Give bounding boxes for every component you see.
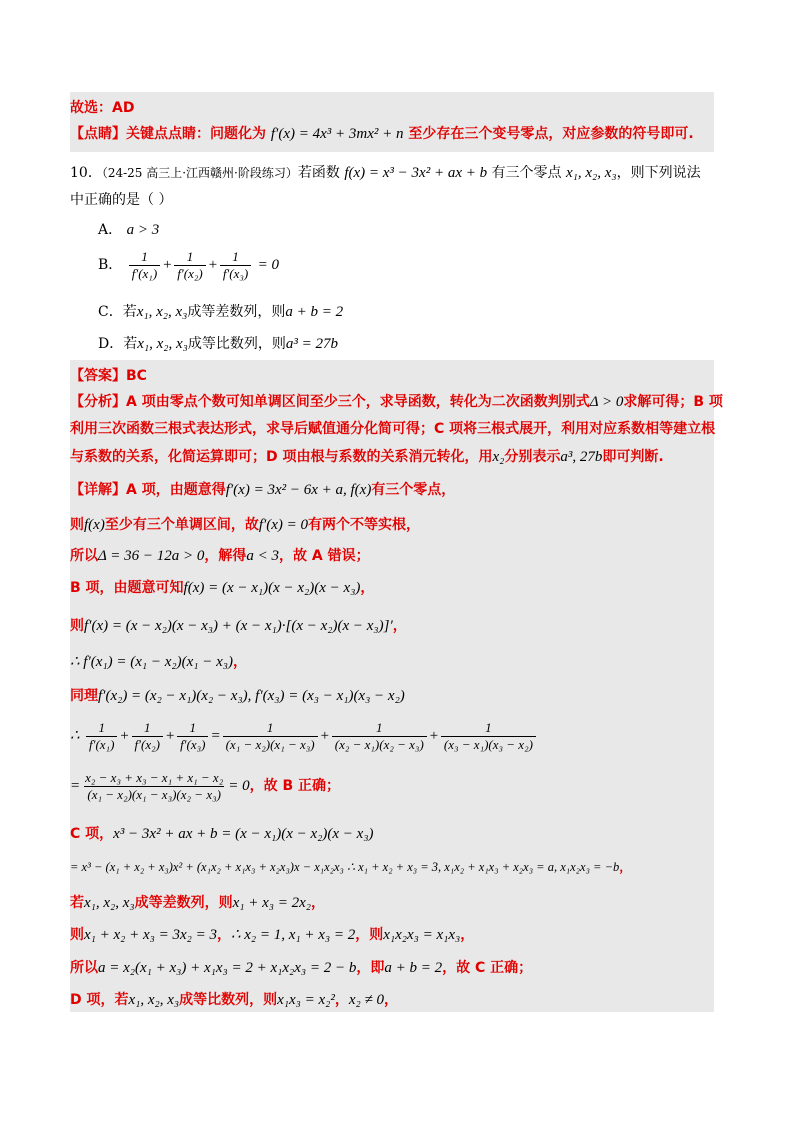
xj11-formula: = x³ − (x₁ + x₂ + x₃)x² + (x₁x₂ + x₁x₃ + x₂x₃)x − x₁x₂x₃ ∴ x₁ + x₂ + x₃ = 3, x₁x₂ + x₁x₃ + x₂x₃ = a, x₁x₂x₃ = −b bbox=[70, 860, 620, 874]
xj15-text-b: 成等比数列，则 bbox=[179, 992, 278, 1008]
xj7-text-a: 同理 bbox=[70, 688, 98, 704]
option-d-text-a: 若 bbox=[123, 336, 138, 352]
xj8-frac-3: $\frac{1}{\text{f′(x₃)}}$ bbox=[177, 720, 208, 753]
xiangjie-line-4 bbox=[70, 578, 374, 598]
option-b-tail: = 0 bbox=[257, 257, 280, 273]
dianjing-formula: f′(x) = 4x³ + 3mx² + n bbox=[270, 126, 404, 142]
option-b-frac-2: $\frac{1}{\text{f′(x₂)}}$ bbox=[174, 249, 205, 282]
xj12-text-c: ， bbox=[311, 895, 325, 911]
xj9-text-b: ，故 B 正确； bbox=[249, 778, 341, 794]
xj8-frac-6: $\frac{1}{\text{(x₃ − x₁)(x₃ − x₂)}}$ bbox=[441, 720, 536, 753]
xj12-formula: x₁ + x₃ = 2x₂ bbox=[232, 895, 311, 911]
dianjing-text-b: 至少存在三个变号零点，对应参数的符号即可. bbox=[408, 126, 694, 142]
xj13-text-d: ， bbox=[460, 927, 475, 943]
xj9-frac: $\frac{\text{x₂ − x₃ + x₃ − x₁ + x₁ − x₂}}{\text{(x₁ − x₂)(x₁ − x₃)(x₂ − x₃)}}$ bbox=[85, 769, 224, 802]
option-b-frac-1: $\frac{1}{\text{f′(x₁)}}$ bbox=[129, 249, 160, 282]
xj2-text-c: 有两个不等实根， bbox=[308, 517, 421, 533]
option-b-label: B． bbox=[98, 257, 123, 273]
xj11-text-b: ， bbox=[619, 860, 632, 874]
answer-line: 【答案】BC bbox=[70, 368, 147, 384]
xj12-text-a: 若 bbox=[70, 895, 84, 911]
xj13-formula-3: x₁x₂x₃ = x₁x₃ bbox=[383, 927, 461, 943]
xj13-text-c: ，则 bbox=[355, 927, 384, 943]
option-b: B． $\frac{1}{\text{f′(x₁)}}$ + $\frac{1}{\text{f′(x₂)}}$ + $\frac{1}{\text{f′(x₃)}}$ = 0 bbox=[98, 248, 280, 281]
xj4-formula: f(x) = (x − x₁)(x − x₂)(x − x₃) bbox=[183, 580, 361, 596]
option-c-formula: a + b = 2 bbox=[285, 304, 344, 320]
xj8-frac-5: $\frac{1}{\text{(x₂ − x₁)(x₂ − x₃)}}$ bbox=[332, 720, 427, 753]
option-c bbox=[98, 302, 343, 322]
option-d bbox=[98, 334, 338, 354]
fenxi-x2: x₂ bbox=[492, 449, 505, 465]
fenxi-text-1a: A 项由零点个数可知单调区间至少三个，求导函数，转化为二次函数判别式 bbox=[126, 394, 590, 410]
xiangjie-line-1 bbox=[70, 480, 455, 500]
question-zeros: x₁, x₂, x₃ bbox=[566, 165, 617, 181]
xj15-vars: x₁, x₂, x₃ bbox=[128, 992, 180, 1008]
xj1-formula: f′(x) = 3x² − 6x + a, f(x) bbox=[225, 482, 372, 498]
xiangjie-line-11 bbox=[70, 857, 631, 877]
xj5-formula: f′(x) = (x − x₂)(x − x₃) + (x − x₁)·[(x − x₂)(x − x₃)]′ bbox=[84, 618, 393, 634]
xj3-formula: Δ = 36 − 12a > 0 bbox=[98, 548, 205, 564]
xj2-formula: f′(x) = 0 bbox=[258, 517, 309, 533]
question-formula: f(x) = x³ − 3x² + ax + b bbox=[344, 165, 488, 181]
xj15-formula-2: x₂ ≠ 0 bbox=[348, 992, 384, 1008]
xj8-frac-4: $\frac{1}{\text{(x₁ − x₂)(x₁ − x₃)}}$ bbox=[223, 720, 318, 753]
xj9-tail: = 0 bbox=[228, 778, 250, 794]
xj3-text-a: 所以 bbox=[70, 548, 98, 564]
xj13-text-b: ， bbox=[216, 927, 231, 943]
xj8-frac-1: $\frac{1}{\text{f′(x₁)}}$ bbox=[86, 720, 117, 753]
fenxi-text-3b: 分别表示 bbox=[504, 449, 561, 465]
question-line-2: 中正确的是（ ） bbox=[70, 192, 173, 208]
xj13-formula-1: x₁ + x₂ + x₃ = 3x₂ = 3 bbox=[84, 927, 217, 943]
prev-answer: 故选：AD bbox=[70, 100, 135, 116]
question-number: 10． bbox=[70, 165, 102, 181]
xj8-therefore: ∴ bbox=[70, 728, 80, 744]
dianjing-line bbox=[70, 124, 694, 144]
fenxi-line-2: 利用三次函数三根式表达形式，求导后赋值通分化简可得；C 项将三根式展开，利用对应系数相等建立根 bbox=[70, 421, 716, 437]
option-b-frac-3: $\frac{1}{\text{f′(x₃)}}$ bbox=[220, 249, 251, 282]
xiangjie-line-6 bbox=[70, 652, 247, 672]
option-a bbox=[98, 220, 159, 240]
xj15-text-a: D 项，若 bbox=[70, 992, 129, 1008]
xj15-text-d: ， bbox=[383, 992, 398, 1008]
fenxi-line-3 bbox=[70, 447, 664, 467]
fenxi-text-3a: 与系数的关系，化简运算即可；D 项由根与系数的关系消元转化，用 bbox=[70, 449, 493, 465]
option-d-formula: a³ = 27b bbox=[285, 336, 338, 352]
dianjing-text-a: 关键点点睛：问题化为 bbox=[126, 126, 266, 142]
question-source: （24-25 高三上·江西赣州·阶段练习） bbox=[101, 166, 298, 180]
xj3-res: a < 3 bbox=[246, 548, 280, 564]
xiangjie-line-15 bbox=[70, 990, 398, 1010]
option-c-label: C． bbox=[98, 304, 123, 320]
option-c-vars: x₁, x₂, x₃ bbox=[136, 304, 188, 320]
xj3-text-b: ，解得 bbox=[204, 548, 247, 564]
xj2-f: f(x) bbox=[84, 517, 105, 533]
fenxi-line-1 bbox=[70, 392, 723, 412]
question-line-1 bbox=[70, 163, 701, 183]
xj15-text-c: ， bbox=[334, 992, 349, 1008]
xj14-text-c: ，故 C 正确； bbox=[442, 960, 533, 976]
xj10-formula: x³ − 3x² + ax + b = (x − x₁)(x − x₂)(x − x₃) bbox=[113, 826, 374, 842]
xj12-text-b: 成等差数列，则 bbox=[134, 895, 233, 911]
xj7-formula: f′(x₂) = (x₂ − x₁)(x₂ − x₃), f′(x₃) = (x₃ − x₁)(x₃ − x₂) bbox=[98, 688, 405, 704]
question-text-a: 若函数 bbox=[297, 165, 340, 181]
xiangjie-line-10 bbox=[70, 824, 374, 844]
xiangjie-line-5 bbox=[70, 616, 407, 636]
xj14-formula: a = x₂(x₁ + x₃) + x₁x₃ = 2 + x₁x₂x₃ = 2 − b bbox=[98, 960, 357, 976]
xiangjie-line-12 bbox=[70, 893, 325, 913]
xj5-text-a: 则 bbox=[70, 618, 84, 634]
fenxi-delta: Δ > 0 bbox=[589, 394, 624, 410]
option-d-vars: x₁, x₂, x₃ bbox=[137, 336, 188, 352]
xiangjie-label: 【详解】 bbox=[70, 482, 126, 498]
option-d-text-b: 成等比数列，则 bbox=[187, 336, 286, 352]
xiangjie-line-9: = $\frac{\text{x₂ − x₃ + x₃ − x₁ + x₁ − x₂}}{\text{(x₁ − x₂)(x₁ − x₃)(x₂ − x₃)}}$ = 0，故 B 正确； bbox=[70, 769, 341, 802]
fenxi-a3: a³, 27b bbox=[560, 449, 603, 465]
xj10-text-a: C 项， bbox=[70, 826, 114, 842]
xj5-text-b: ， bbox=[392, 618, 407, 634]
option-c-text-b: 成等差数列，则 bbox=[187, 304, 286, 320]
xj6-formula: ∴ f′(x₁) = (x₁ − x₂)(x₁ − x₃) bbox=[70, 654, 233, 670]
xiangjie-line-3 bbox=[70, 546, 370, 566]
xiangjie-line-8: ∴ $\frac{1}{\text{f′(x₁)}}$ + $\frac{1}{\text{f′(x₂)}}$ + $\frac{1}{\text{f′(x₃)}}$ = $\frac{1}{\text{(x₁ − x₂)(x₁ − x₃)}}$ + $\frac{1}{\text{(x₂ − x₁)(x₂ − x₃)}}$ + $\frac{1}{\text{(x₃ − x₁)(x₃ − x₂)}}$ bbox=[70, 716, 538, 756]
xj2-text-a: 则 bbox=[70, 517, 84, 533]
dianjing-label: 【点睛】 bbox=[70, 126, 126, 142]
xiangjie-line-2 bbox=[70, 515, 420, 535]
xiangjie-line-13 bbox=[70, 925, 474, 945]
xj14-text-b: ，即 bbox=[356, 960, 385, 976]
xj13-text-a: 则 bbox=[70, 927, 84, 943]
xiangjie-line-7 bbox=[70, 686, 405, 706]
xj4-text-b: ， bbox=[360, 580, 375, 596]
xj4-text-a: B 项，由题意可知 bbox=[70, 580, 184, 596]
option-a-formula: a > 3 bbox=[126, 222, 160, 238]
xj2-text-b: 至少有三个单调区间，故 bbox=[104, 517, 259, 533]
xj3-text-c: ，故 A 错误； bbox=[279, 548, 370, 564]
question-text-c: ，则下列说法 bbox=[616, 165, 701, 181]
xj8-frac-2: $\frac{1}{\text{f′(x₂)}}$ bbox=[132, 720, 163, 753]
fenxi-text-1b: 求解可得；B 项 bbox=[623, 394, 723, 410]
xj1-text-b: 有三个零点， bbox=[371, 482, 456, 498]
fenxi-text-3c: 即可判断. bbox=[602, 449, 664, 465]
xiangjie-line-14 bbox=[70, 958, 532, 978]
xj13-formula-2: ∴ x₂ = 1, x₁ + x₃ = 2 bbox=[230, 927, 356, 943]
xj6-text-b: ， bbox=[232, 654, 247, 670]
xj15-formula-1: x₁x₃ = x₂² bbox=[277, 992, 335, 1008]
question-text-b: 有三个零点 bbox=[491, 165, 562, 181]
option-d-label: D． bbox=[98, 336, 124, 352]
option-a-label: A． bbox=[98, 222, 123, 238]
xj12-vars: x₁, x₂, x₃ bbox=[84, 895, 135, 911]
option-c-text-a: 若 bbox=[122, 304, 137, 320]
xj14-text-a: 所以 bbox=[70, 960, 98, 976]
xj1-text-a: A 项，由题意得 bbox=[126, 482, 226, 498]
fenxi-label: 【分析】 bbox=[70, 394, 126, 410]
xj14-res: a + b = 2 bbox=[384, 960, 443, 976]
